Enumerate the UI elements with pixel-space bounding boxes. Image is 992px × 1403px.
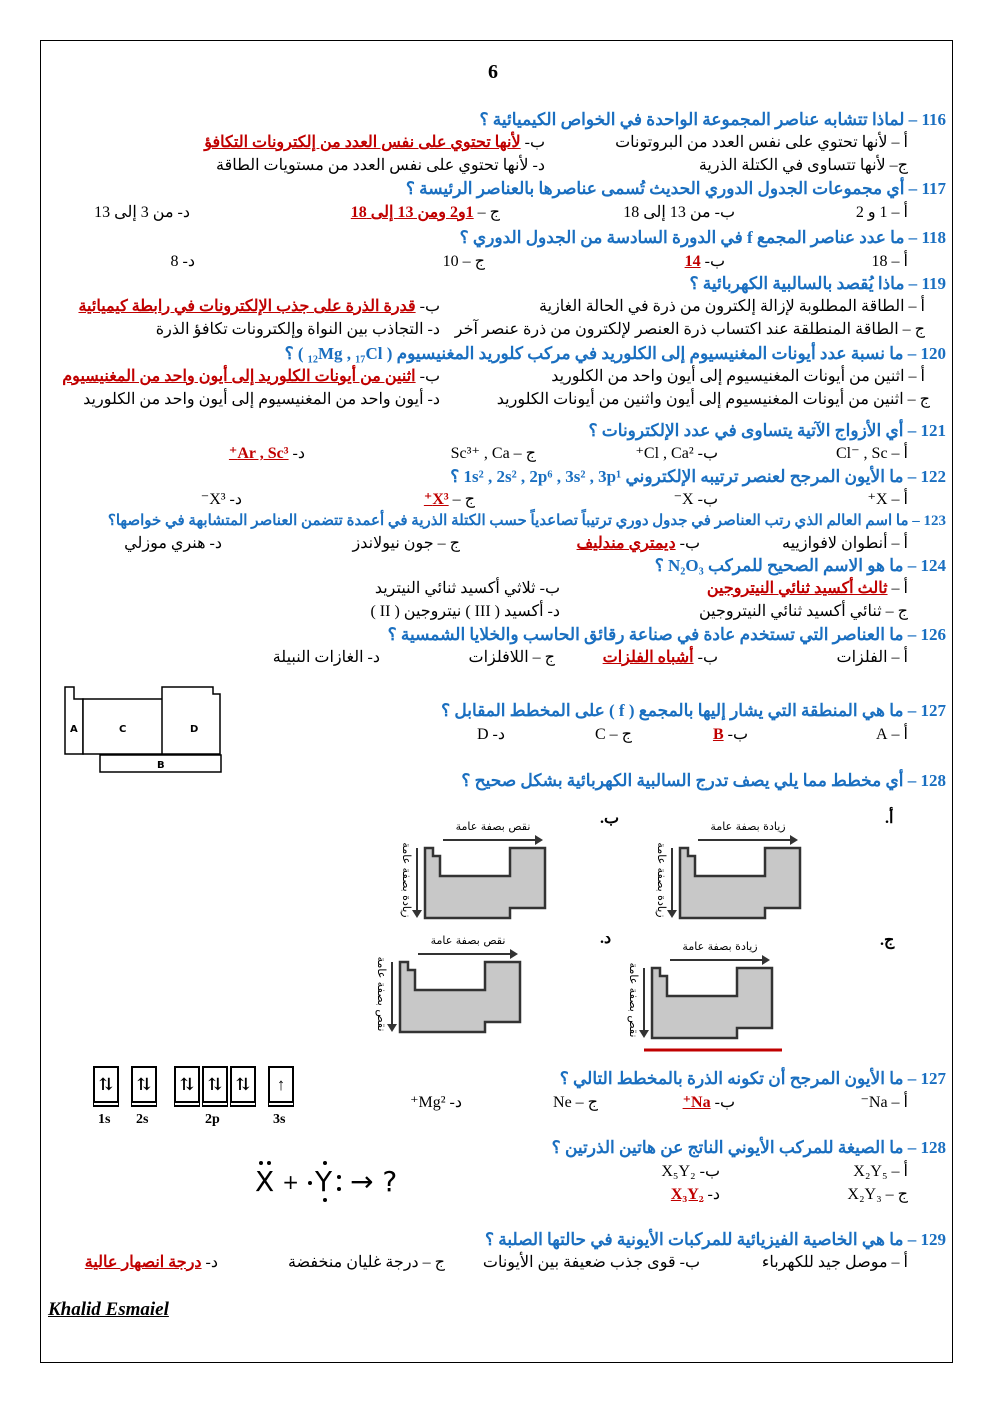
option-text: Mg²⁺ bbox=[410, 1094, 446, 1111]
answer-option[interactable] bbox=[551, 366, 925, 388]
option-text: A bbox=[875, 726, 888, 743]
option-text: اثنين من أيونات المغنيسيوم إلى أيون واثنين من أيونات الكلوريد bbox=[496, 391, 904, 408]
option-text: 18 bbox=[871, 253, 888, 270]
answer-option[interactable] bbox=[201, 489, 242, 511]
answer-option[interactable] bbox=[451, 443, 536, 465]
answer-option[interactable] bbox=[497, 389, 930, 411]
option-text: هنري موزلي bbox=[124, 535, 206, 552]
orbital-box: ⇅ bbox=[230, 1066, 256, 1103]
option-text: لأنها تحتوي على نفس العدد من إلكترونات التكافؤ bbox=[204, 134, 521, 151]
sublevel-label: 3s bbox=[273, 1112, 286, 1127]
option-label: د- bbox=[209, 535, 222, 552]
answer-option-correct[interactable] bbox=[424, 489, 475, 511]
orbital-group-2s bbox=[131, 1066, 159, 1106]
question-title-q124: 124 – ما هو الاسم الصحيح للمركب N₂O₃ ؟ bbox=[654, 556, 946, 575]
option-text: Cl , Ca²⁺ bbox=[635, 445, 694, 462]
option-text: الطاقة المنطلقة عند اكتساب ذرة العنصر لإلكترون من ذرة عنصر آخر bbox=[454, 321, 899, 338]
answer-option[interactable] bbox=[661, 1161, 720, 1183]
side-trend-label: نقص بصفة عامة bbox=[375, 956, 388, 1032]
answer-option[interactable] bbox=[872, 251, 908, 273]
top-trend-label: نقص بصفة عامة bbox=[430, 934, 506, 947]
option-label: ب- bbox=[539, 580, 560, 597]
option-label: ب- bbox=[524, 134, 545, 151]
trend-diagram-option[interactable] bbox=[360, 932, 560, 1047]
answer-option[interactable] bbox=[410, 1092, 462, 1114]
option-text: الفلزات bbox=[836, 649, 888, 666]
option-label: أ – bbox=[891, 445, 908, 462]
option-text: X₂Y₃ bbox=[847, 1186, 882, 1203]
option-label: ب- bbox=[697, 445, 718, 462]
answer-option[interactable] bbox=[455, 319, 925, 341]
option-label: د- bbox=[292, 445, 305, 462]
option-text: C bbox=[595, 726, 606, 743]
option-text: 10 bbox=[442, 253, 459, 270]
answer-option[interactable] bbox=[83, 389, 440, 411]
option-label: ج – bbox=[462, 253, 485, 270]
option-label: ج – bbox=[902, 321, 925, 338]
answer-option[interactable] bbox=[699, 601, 908, 623]
option-text: X⁻ bbox=[673, 491, 694, 508]
option-text: أنطوان لافوازييه bbox=[781, 535, 888, 552]
option-text: Na⁺ bbox=[682, 1094, 711, 1111]
orbital-box: ⇅ bbox=[93, 1066, 119, 1103]
side-trend-label: زيادة بصفة عامة bbox=[655, 842, 668, 918]
answer-option[interactable] bbox=[553, 1092, 598, 1114]
answer-option-correct[interactable] bbox=[707, 578, 908, 600]
question-title-q123: 123 – ما اسم العالم الذي رتب العناصر في جدول دوري ترتيباً تصاعدياً حسب الكتلة الذرية في أعمدة تتضمن العناصر المتشابهة في خواصها؟ bbox=[107, 513, 946, 529]
question-title-q126: 126 – ما العناصر التي تستخدم عادة في صناعة رقائق الحاسب والخلايا الشمسية ؟ bbox=[387, 625, 946, 644]
option-text: Sc³⁺ , Ca bbox=[450, 445, 510, 462]
periodic-table-diagram bbox=[62, 684, 227, 779]
option-text: الغازات النبيلة bbox=[272, 649, 364, 666]
sublevel-label: 2s bbox=[136, 1112, 149, 1127]
option-label: أ – bbox=[891, 535, 908, 552]
option-label: ج – bbox=[885, 1186, 908, 1203]
option-text: 8 bbox=[170, 253, 179, 270]
option-label: أ – bbox=[891, 1163, 908, 1180]
answer-option[interactable] bbox=[288, 1252, 445, 1274]
lewis-equation bbox=[255, 1165, 397, 1198]
option-label: د- bbox=[182, 253, 195, 270]
question-title-q117: 117 – أي مجموعات الجدول الدوري الحديث تُسمى عناصرها بالعناصر الرئيسة ؟ bbox=[405, 179, 946, 198]
answer-option[interactable] bbox=[876, 724, 908, 746]
orbital-box: ⇅ bbox=[174, 1066, 200, 1103]
answer-option[interactable] bbox=[837, 647, 909, 669]
option-label: د- bbox=[427, 321, 440, 338]
answer-option-correct[interactable] bbox=[62, 366, 440, 388]
lewis-atom-x: X bbox=[255, 1165, 274, 1198]
answer-option[interactable] bbox=[477, 724, 505, 746]
question-title-q127: 127 – ما هي المنطقة التي يشار إليها بالمجمع ( f ) على المخطط المقابل ؟ bbox=[441, 701, 946, 720]
option-text: ثنائي أكسيد ثنائي النيتروجين bbox=[698, 603, 882, 620]
option-label: أ – bbox=[891, 1254, 908, 1271]
option-label: أ – bbox=[908, 298, 925, 315]
question-title-q128: 128 – أي مخطط مما يلي يصف تدرج السالبية الكهربائية بشكل صحيح ؟ bbox=[461, 771, 946, 790]
author-signature: Khalid Esmaiel bbox=[48, 1299, 169, 1320]
option-text: X₅Y₂ bbox=[661, 1163, 696, 1180]
answer-option-correct[interactable] bbox=[204, 132, 545, 154]
option-label: ج– bbox=[889, 157, 908, 174]
option-label: د- bbox=[229, 491, 242, 508]
region-c-label: C bbox=[119, 724, 127, 735]
option-label: أ – bbox=[908, 368, 925, 385]
answer-option[interactable] bbox=[483, 1252, 700, 1274]
option-text: من 3 إلى 13 bbox=[94, 204, 174, 221]
answer-option[interactable] bbox=[860, 1092, 908, 1114]
option-text: ثلاثي أكسيد ثنائي النيتريد bbox=[374, 580, 536, 597]
option-label: ب- bbox=[679, 1254, 700, 1271]
answer-option-correct[interactable] bbox=[603, 647, 718, 669]
answer-option[interactable] bbox=[635, 443, 718, 465]
option-label: ب- bbox=[699, 1163, 720, 1180]
option-text: لأنها تحتوي على نفس العدد من مستويات الطاقة bbox=[216, 157, 529, 174]
option-label: ج – bbox=[885, 603, 908, 620]
orbital-group-2p bbox=[174, 1066, 258, 1106]
option-text: درجة غليان منخفضة bbox=[287, 1254, 419, 1271]
question-title-q120: 120 – ما نسبة عدد أيونات المغنيسيوم إلى الكلوريد في مركب كلوريد المغنيسيوم ( ₁₂Mg , ₁₇Cl ) ؟ bbox=[284, 344, 946, 363]
option-label: د- bbox=[547, 603, 560, 620]
orbital-box: ⇅ bbox=[202, 1066, 228, 1103]
option-text: قوى جذب ضعيفة بين الأيونات bbox=[482, 1254, 676, 1271]
option-text: Ne bbox=[553, 1094, 572, 1111]
side-trend-label: زيادة بصفة عامة bbox=[400, 842, 413, 918]
option-text: الطاقة المطلوبة لإزالة إلكترون من ذرة في الحالة الغازية bbox=[539, 298, 905, 315]
answer-option[interactable] bbox=[853, 1161, 908, 1183]
answer-option[interactable] bbox=[539, 296, 925, 318]
option-label: ج – bbox=[477, 204, 500, 221]
question-title-q129: 129 – ما هي الخاصية الفيزيائية للمركبات الأيونية في حالتها الصلبة ؟ bbox=[485, 1230, 946, 1249]
option-label: أ – bbox=[891, 1094, 908, 1111]
orbital-box: ⇅ bbox=[131, 1066, 157, 1103]
option-text: X³⁺ bbox=[423, 491, 449, 508]
option-label: ب- bbox=[727, 726, 748, 743]
option-text: ديمتري مندليف bbox=[576, 535, 676, 552]
option-label: ب- bbox=[419, 368, 440, 385]
option-label: د- bbox=[177, 204, 190, 221]
sublevel-label: 2p bbox=[205, 1112, 220, 1127]
answer-option[interactable] bbox=[615, 132, 908, 154]
answer-option[interactable] bbox=[156, 319, 440, 341]
option-label: ب- bbox=[714, 204, 735, 221]
answer-option-correct[interactable] bbox=[229, 443, 305, 465]
option-text: X⁺ bbox=[867, 491, 888, 508]
option-label: د- bbox=[449, 1094, 462, 1111]
option-text: التجاذب بين النواة وإلكترونات تكافؤ الذرة bbox=[155, 321, 424, 338]
option-label: ب- bbox=[697, 491, 718, 508]
option-label: ب- bbox=[714, 1094, 735, 1111]
option-text: اللافلزات bbox=[468, 649, 529, 666]
answer-option-correct[interactable] bbox=[713, 724, 748, 746]
lewis-plus: + bbox=[282, 1169, 299, 1194]
answer-option[interactable] bbox=[623, 202, 735, 224]
option-text: لأنها تحتوي على نفس العدد من البروتونات bbox=[615, 134, 888, 151]
option-text: اثنين من أيونات المغنيسيوم إلى أيون واحد من الكلوريد bbox=[551, 368, 905, 385]
diagram-option-letter: ب. bbox=[600, 810, 620, 827]
region-b-label: B bbox=[157, 760, 165, 771]
option-text: B bbox=[712, 726, 724, 743]
option-label: د- bbox=[707, 1186, 720, 1203]
trend-diagram-option[interactable] bbox=[385, 818, 585, 933]
option-label: ج – bbox=[907, 391, 930, 408]
answer-option-correct[interactable] bbox=[671, 1184, 720, 1206]
page-number: 6 bbox=[488, 61, 498, 83]
option-label: د- bbox=[427, 391, 440, 408]
side-trend-label: نقص بصفة عامة bbox=[627, 962, 640, 1038]
top-trend-label: نقص بصفة عامة bbox=[455, 820, 531, 833]
question-title-q128b: 128 – ما الصيغة للمركب الأيوني الناتج عن هاتين الذرتين ؟ bbox=[551, 1138, 946, 1157]
option-label: د- bbox=[492, 726, 505, 743]
option-text: D bbox=[476, 726, 489, 743]
answer-option[interactable] bbox=[124, 533, 222, 555]
option-text: أشباه الفلزات bbox=[602, 649, 694, 666]
orbital-group-1s bbox=[93, 1066, 121, 1106]
diagram-option-letter: ج. bbox=[880, 932, 895, 949]
trend-diagram-option[interactable] bbox=[640, 818, 840, 933]
answer-option-correct[interactable] bbox=[683, 1092, 735, 1114]
answer-option[interactable] bbox=[595, 724, 632, 746]
answer-option-correct[interactable] bbox=[685, 251, 725, 273]
region-a-label: A bbox=[70, 724, 78, 735]
answer-option[interactable] bbox=[171, 251, 195, 273]
option-label: ب- bbox=[419, 298, 440, 315]
option-label: ج – bbox=[422, 1254, 445, 1271]
option-label: أ – bbox=[891, 134, 908, 151]
option-text: Cl⁻ , Sc bbox=[835, 445, 888, 462]
option-text: من 13 إلى 18 bbox=[623, 204, 711, 221]
option-label: د- bbox=[367, 649, 380, 666]
option-label: ج – bbox=[575, 1094, 598, 1111]
option-text: أيون واحد من المغنيسيوم إلى أيون واحد من الكلوريد bbox=[83, 391, 424, 408]
option-text: 14 bbox=[684, 253, 701, 270]
option-text: ثالث أكسيد ثنائي النيتروجين bbox=[706, 580, 888, 597]
answer-option[interactable] bbox=[469, 647, 555, 669]
question-title-q119: 119 – ماذا يُقصد بالسالبية الكهربائية ؟ bbox=[689, 274, 946, 293]
lewis-result: → ? bbox=[350, 1165, 398, 1198]
option-text: لأنها تتساوى في الكتلة الذرية bbox=[698, 157, 886, 174]
option-label: ج – bbox=[513, 445, 536, 462]
diagram-option-letter: د. bbox=[600, 930, 612, 947]
answer-option[interactable] bbox=[375, 578, 560, 600]
option-label: ج – bbox=[609, 726, 632, 743]
option-label: أ – bbox=[891, 491, 908, 508]
answer-option[interactable] bbox=[782, 533, 908, 555]
option-text: جون نيولاندز bbox=[352, 535, 434, 552]
option-text: اثنين من أيونات الكلوريد إلى أيون واحد من المغنيسيوم bbox=[62, 368, 416, 385]
answer-option[interactable] bbox=[370, 601, 560, 623]
answer-option[interactable] bbox=[699, 155, 908, 177]
option-label: د- bbox=[205, 1254, 218, 1271]
top-trend-label: زيادة بصفة عامة bbox=[710, 820, 786, 833]
option-label: أ – bbox=[891, 580, 908, 597]
option-label: أ – bbox=[891, 726, 908, 743]
answer-option[interactable] bbox=[856, 202, 908, 224]
option-label: أ – bbox=[891, 253, 908, 270]
answer-option[interactable] bbox=[216, 155, 545, 177]
top-trend-label: زيادة بصفة عامة bbox=[682, 940, 758, 953]
question-title-q122: 122 – ما الأيون المرجح لعنصر ترتيبه الإلكتروني 1s² , 2s² , 2p⁶ , 3s² , 3p¹ ؟ bbox=[450, 467, 946, 486]
answer-option[interactable] bbox=[847, 1184, 908, 1206]
option-label: أ – bbox=[891, 204, 908, 221]
answer-option[interactable] bbox=[762, 1252, 908, 1274]
option-label: ج – bbox=[437, 535, 460, 552]
option-text: 1و2 ومن 13 إلى 18 bbox=[350, 204, 474, 221]
option-label: ب- bbox=[679, 535, 700, 552]
sublevel-label: 1s bbox=[98, 1112, 111, 1127]
option-label: د- bbox=[532, 157, 545, 174]
answer-option-correct[interactable] bbox=[351, 202, 500, 224]
option-label: ب- bbox=[697, 649, 718, 666]
option-text: X₂Y₅ bbox=[853, 1163, 888, 1180]
option-text: قدرة الذرة على جذب الإلكترونات في رابطة كيميائية bbox=[78, 298, 416, 315]
option-text: Na⁻ bbox=[860, 1094, 888, 1111]
answer-option[interactable] bbox=[674, 489, 718, 511]
option-text: X₃Y₂ bbox=[670, 1186, 704, 1203]
question-title-q118: 118 – ما عدد عناصر المجمع f في الدورة السادسة من الجدول الدوري ؟ bbox=[459, 228, 946, 247]
orbital-box: ↑ bbox=[268, 1066, 294, 1103]
option-text: 1 و 2 bbox=[855, 204, 888, 221]
option-label: ج – bbox=[452, 491, 475, 508]
trend-diagram-option[interactable] bbox=[612, 938, 812, 1053]
answer-option[interactable] bbox=[273, 647, 380, 669]
region-d-label: D bbox=[190, 724, 199, 735]
option-text: أكسيد ( III ) نيتروجين ( II ) bbox=[370, 603, 544, 620]
answer-option-correct[interactable] bbox=[78, 296, 440, 318]
option-text: درجة انصهار عالية bbox=[84, 1254, 202, 1271]
question-title-q127b: 127 – ما الأيون المرجح أن تكونه الذرة بالمخطط التالي ؟ bbox=[559, 1069, 946, 1088]
lewis-atom-y: Y bbox=[307, 1165, 342, 1198]
option-text: X³⁻ bbox=[200, 491, 226, 508]
option-label: ب- bbox=[704, 253, 725, 270]
answer-option[interactable] bbox=[94, 202, 190, 224]
answer-option-correct[interactable] bbox=[577, 533, 700, 555]
question-title-q116: 116 – لماذا تتشابه عناصر المجموعة الواحدة في الخواص الكيميائية ؟ bbox=[479, 110, 946, 129]
answer-option[interactable] bbox=[868, 489, 908, 511]
answer-option[interactable] bbox=[443, 251, 485, 273]
answer-option-correct[interactable] bbox=[85, 1252, 218, 1274]
option-label: أ – bbox=[891, 649, 908, 666]
option-label: ج – bbox=[532, 649, 555, 666]
answer-option[interactable] bbox=[353, 533, 460, 555]
option-text: Ar , Sc³⁺ bbox=[228, 445, 289, 462]
answer-option[interactable] bbox=[836, 443, 908, 465]
diagram-option-letter: أ. bbox=[885, 810, 894, 827]
orbital-group-3s bbox=[268, 1066, 296, 1106]
question-title-q121: 121 – أي الأزواج الآتية يتساوى في عدد الإلكترونات ؟ bbox=[588, 421, 946, 440]
option-text: موصل جيد للكهرباء bbox=[761, 1254, 888, 1271]
